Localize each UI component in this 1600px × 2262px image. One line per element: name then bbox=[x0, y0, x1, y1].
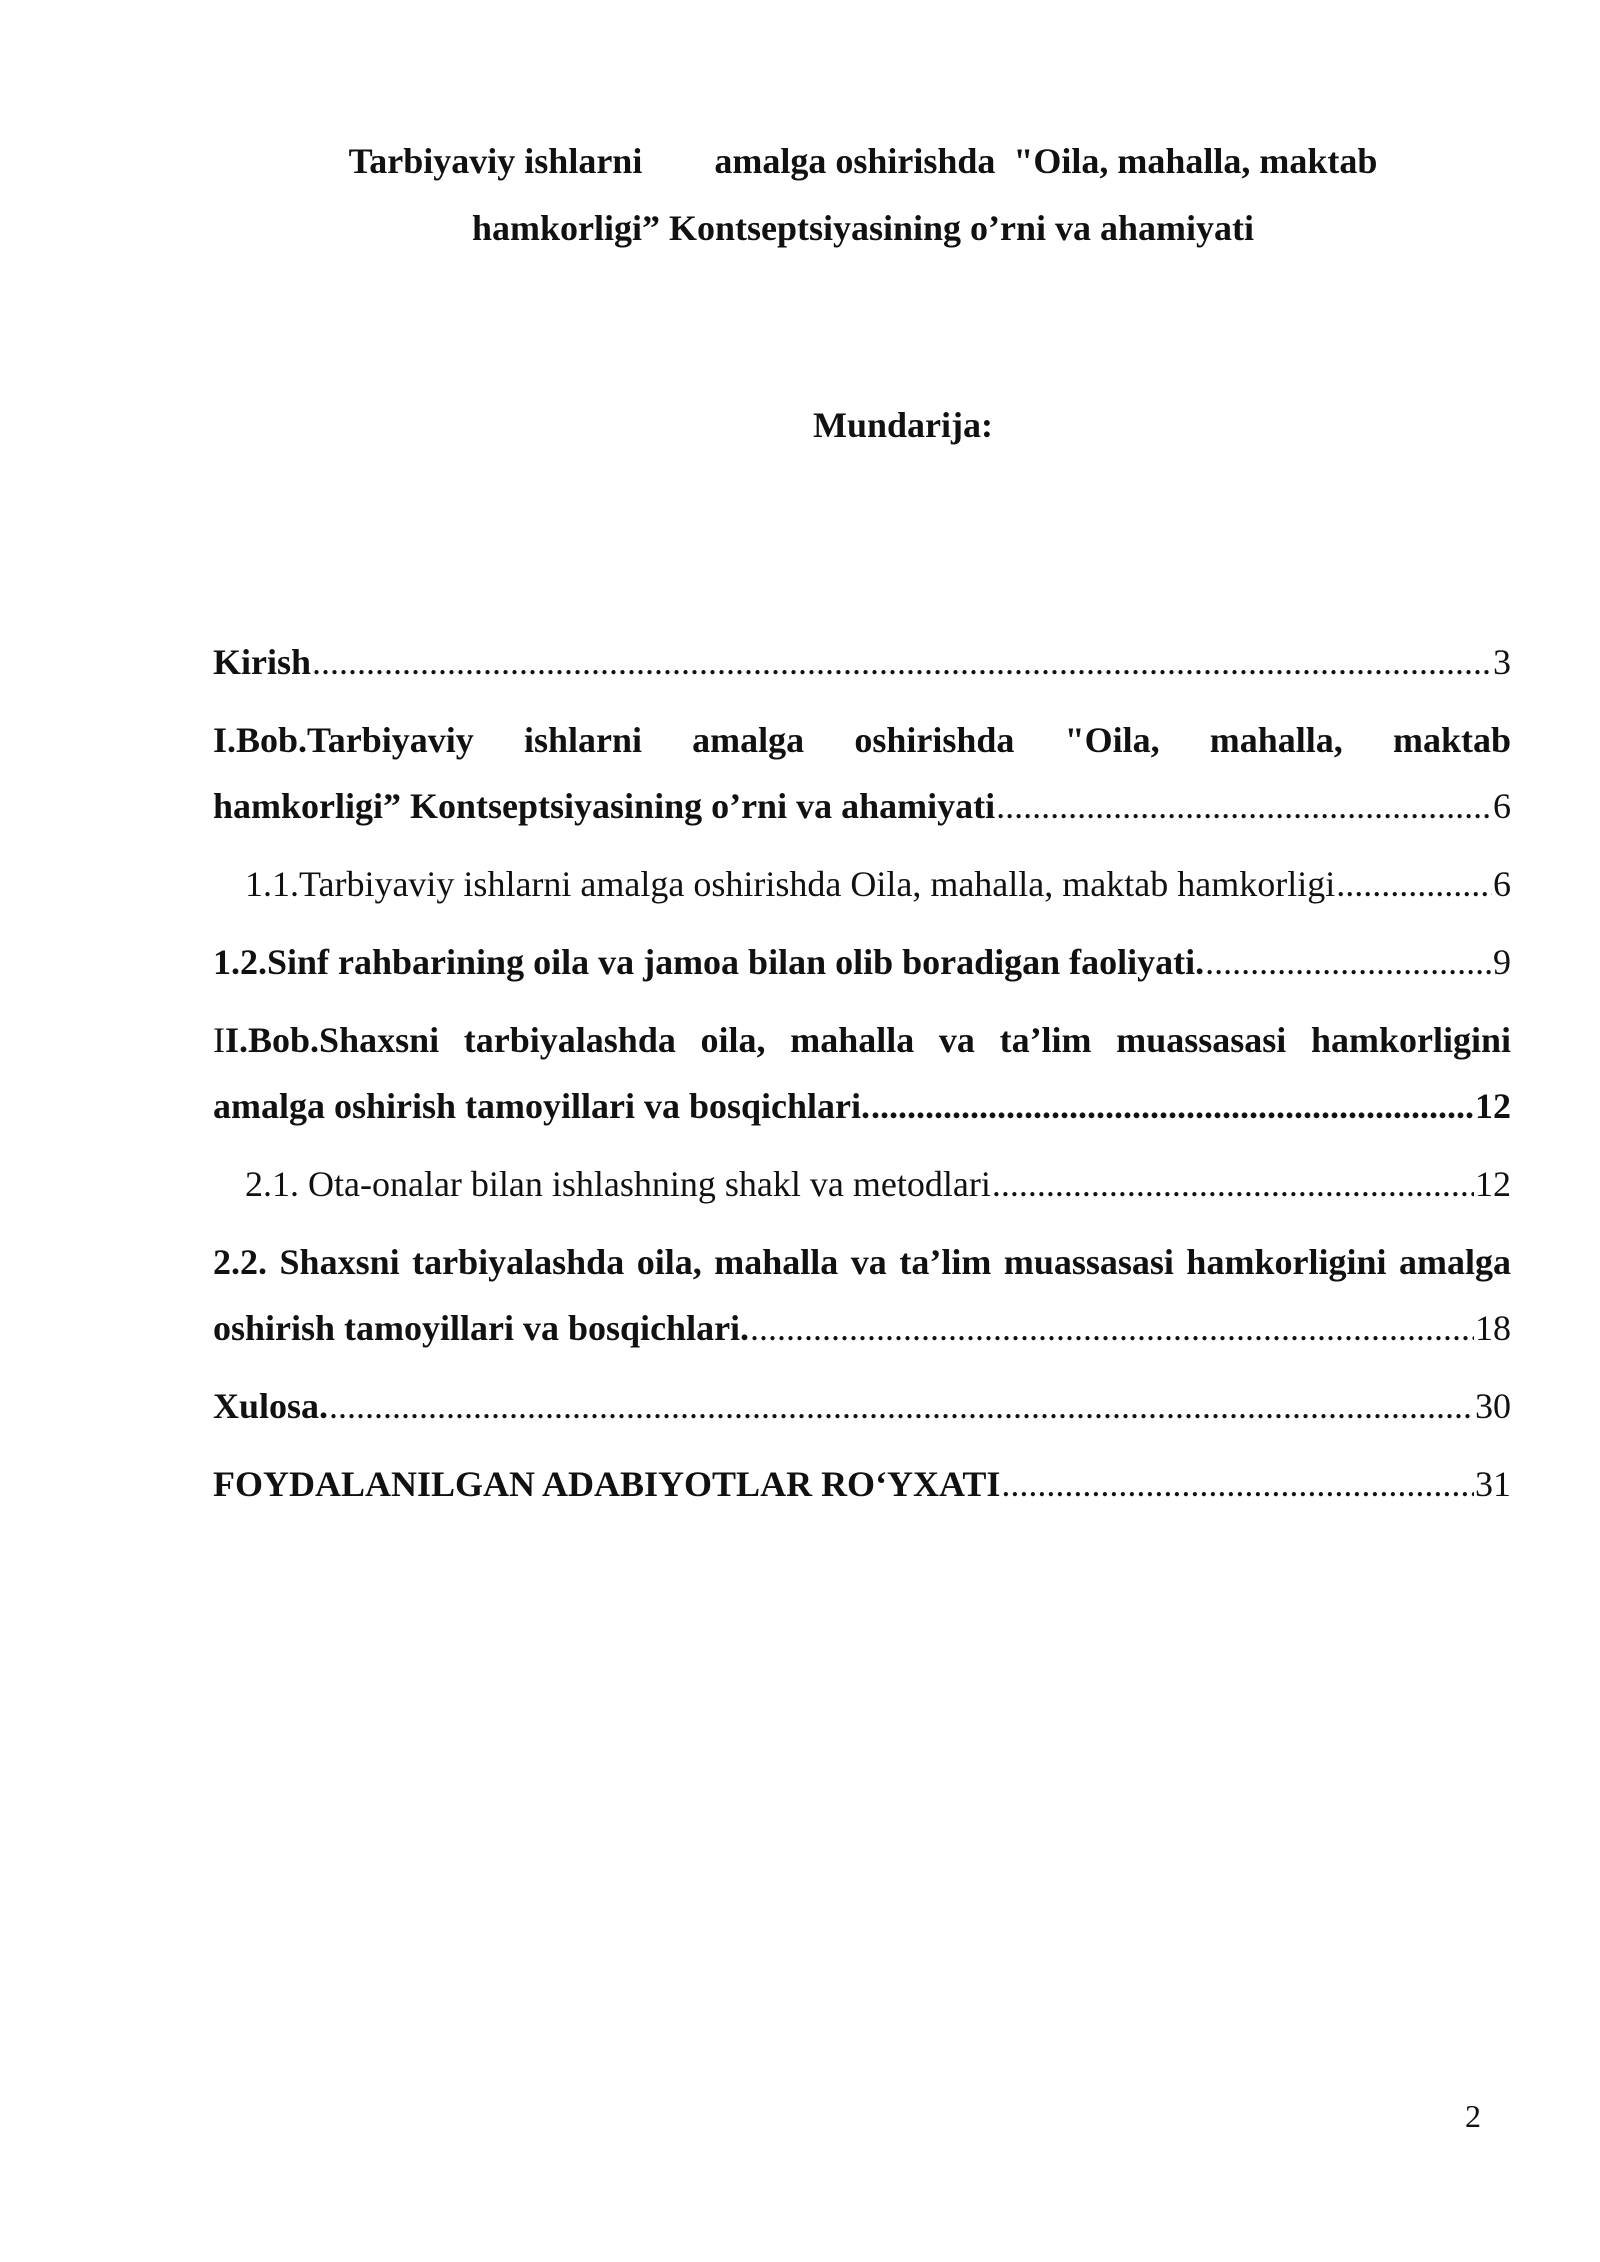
toc-entry-label: oshirish tamoyillari va bosqichlari. bbox=[213, 1308, 750, 1348]
toc-heading: Mundarija: bbox=[813, 405, 993, 445]
toc-entry-label: 1.2.Sinf rahbarining oila va jamoa bilan olib boradigan faoliyati. bbox=[213, 942, 1205, 982]
toc-page-number: 9 bbox=[1493, 942, 1511, 982]
toc-leader-dots bbox=[1336, 862, 1492, 906]
toc-entry-label: 2.1. Ota-onalar bilan ishlashning shakl va metodlari bbox=[245, 1164, 991, 1204]
toc-entry-bob1-line1[interactable]: I.Bob.Tarbiyaviy ishlarni amalga oshirishda "Oila, mahalla, maktab bbox=[213, 720, 1511, 760]
toc-entry-label: FOYDALANILGAN ADABIYOTLAR RO‘YXATI bbox=[213, 1464, 1001, 1504]
toc-entry-2-1[interactable] bbox=[245, 1162, 1511, 1206]
toc-entry-label: 1.1.Tarbiyaviy ishlarni amalga oshirishda Oila, mahalla, maktab hamkorligi bbox=[245, 864, 1336, 904]
toc-leader-dots bbox=[1205, 940, 1492, 984]
toc-entry-label: amalga oshirish tamoyillari va bosqichlari. bbox=[213, 1086, 871, 1126]
toc-leader-dots bbox=[1001, 1462, 1474, 1506]
toc-entry-bob2-line2[interactable] bbox=[213, 1084, 1511, 1128]
toc-page-number: 31 bbox=[1475, 1464, 1511, 1504]
toc-entry-2-2-line1[interactable]: 2.2. Shaxsni tarbiyalashda oila, mahalla va ta’lim muassasasi hamkorligini amalga bbox=[213, 1242, 1511, 1282]
document-title-line-1: Tarbiyaviy ishlarni amalga oshirishda "Oila, mahalla, maktab bbox=[348, 141, 1378, 181]
toc-entry-prefix: I bbox=[213, 1020, 225, 1060]
page-number: 2 bbox=[1465, 2098, 1481, 2134]
toc-entry-bob2-line1[interactable] bbox=[213, 1018, 1511, 1062]
toc-leader-dots bbox=[329, 1384, 1474, 1428]
toc-page-number: 18 bbox=[1475, 1308, 1511, 1348]
toc-entry-label: I.Bob.Shaxsni tarbiyalashda oila, mahalla va ta’lim muassasasi hamkorligini bbox=[225, 1020, 1511, 1060]
toc-entry-label: Xulosa. bbox=[213, 1386, 329, 1426]
toc-entry-bob1-line2[interactable] bbox=[213, 784, 1511, 828]
document-title-line-2: hamkorligi” Kontseptsiyasining o’rni va ahamiyati bbox=[471, 208, 1255, 248]
toc-entry-label: hamkorligi” Kontseptsiyasining o’rni va ahamiyati bbox=[213, 786, 996, 826]
toc-entry-xulosa[interactable] bbox=[213, 1384, 1511, 1428]
toc-entry-2-2-line2[interactable] bbox=[213, 1306, 1511, 1350]
toc-page-number: 12 bbox=[1475, 1164, 1511, 1204]
toc-page-number: 6 bbox=[1493, 786, 1511, 826]
toc-entry-1-1[interactable] bbox=[245, 862, 1511, 906]
toc-page-number: 3 bbox=[1493, 642, 1511, 682]
toc-leader-dots bbox=[750, 1306, 1474, 1350]
toc-entry-adabiyotlar[interactable] bbox=[213, 1462, 1511, 1506]
toc-page-number: 6 bbox=[1493, 864, 1511, 904]
toc-page-number: 30 bbox=[1475, 1386, 1511, 1426]
toc-entry-label: Kirish bbox=[213, 642, 312, 682]
toc-leader-dots bbox=[996, 784, 1492, 828]
toc-entry-1-2[interactable] bbox=[213, 940, 1511, 984]
toc-page-number: 12 bbox=[1475, 1086, 1511, 1126]
toc-leader-dots bbox=[992, 1162, 1474, 1206]
toc-leader-dots bbox=[312, 640, 1492, 684]
toc-leader-dots bbox=[871, 1084, 1474, 1128]
toc-entry-kirish[interactable] bbox=[213, 640, 1511, 684]
